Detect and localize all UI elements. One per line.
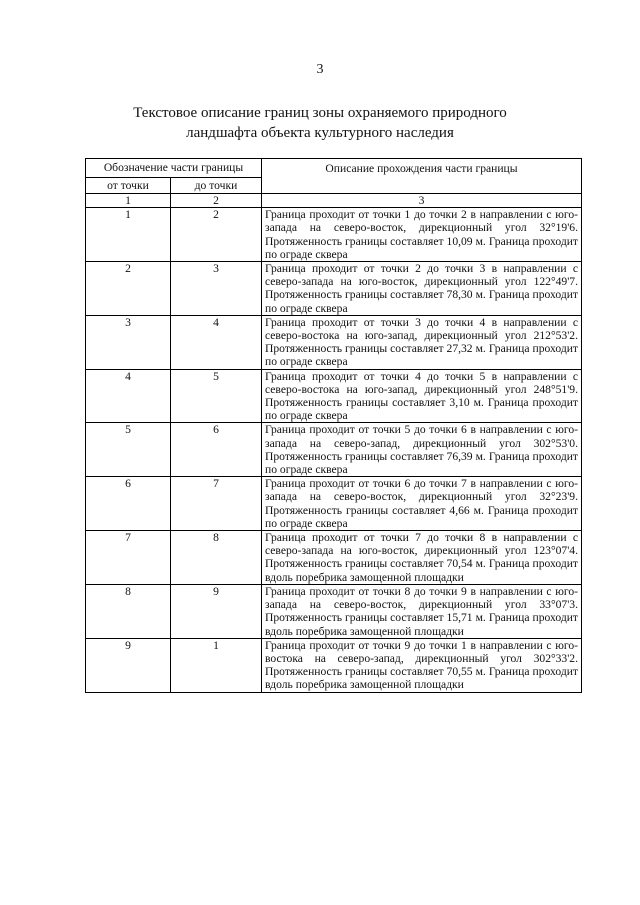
from-point: 5	[86, 423, 171, 477]
table-row	[86, 423, 582, 477]
from-point: 7	[86, 531, 171, 585]
header-boundary-part: Обозначение части границы	[86, 159, 262, 178]
to-point: 5	[171, 369, 262, 423]
to-point: 6	[171, 423, 262, 477]
header-description: Описание прохождения части границы	[262, 159, 582, 194]
to-point: 2	[171, 208, 262, 262]
header-to-point: до точки	[171, 178, 262, 194]
from-point: 2	[86, 262, 171, 316]
boundary-table	[85, 158, 582, 693]
table-row	[86, 369, 582, 423]
title-line-2: ландшафта объекта культурного наследия	[186, 125, 454, 141]
boundary-description: Граница проходит от точки 9 до точки 1 в направлении с юго-востока на северо-запад, дирекционный угол 302°33'2. Протяженность границы составляет 70,55 м. Граница проходит вдоль поребрика замощенной площадки	[262, 638, 582, 692]
boundary-description: Граница проходит от точки 1 до точки 2 в направлении с юго-запада на северо-восток, дирекционный угол 32°19'6. Протяженность границы составляет 10,09 м. Граница проходит по ограде сквера	[262, 208, 582, 262]
column-number-3: 3	[262, 194, 582, 208]
to-point: 9	[171, 584, 262, 638]
boundary-description: Граница проходит от точки 4 до точки 5 в направлении с северо-востока на юго-запад, дирекционный угол 248°51'9. Протяженность границы составляет 3,10 м. Граница проходит по ограде сквера	[262, 369, 582, 423]
column-number-1: 1	[86, 194, 171, 208]
table-row	[86, 315, 582, 369]
table-row	[86, 208, 582, 262]
from-point: 9	[86, 638, 171, 692]
from-point: 1	[86, 208, 171, 262]
to-point: 8	[171, 531, 262, 585]
from-point: 4	[86, 369, 171, 423]
header-from-point: от точки	[86, 178, 171, 194]
to-point: 3	[171, 262, 262, 316]
table-row	[86, 477, 582, 531]
boundary-description: Граница проходит от точки 5 до точки 6 в направлении с юго-запада на северо-запад, дирекционный угол 302°53'0. Протяженность границы составляет 76,39 м. Граница проходит по ограде сквера	[262, 423, 582, 477]
boundary-description: Граница проходит от точки 7 до точки 8 в направлении с северо-запада на юго-восток, дирекционный угол 123°07'4. Протяженность границы составляет 70,54 м. Граница проходит вдоль поребрика замощенной площадки	[262, 531, 582, 585]
boundary-description: Граница проходит от точки 8 до точки 9 в направлении с юго-запада на северо-восток, дирекционный угол 33°07'3. Протяженность границы составляет 15,71 м. Граница проходит вдоль поребрика замощенной площадки	[262, 584, 582, 638]
to-point: 4	[171, 315, 262, 369]
from-point: 8	[86, 584, 171, 638]
boundary-description: Граница проходит от точки 6 до точки 7 в направлении с юго-запада на северо-восток, дирекционный угол 32°23'9. Протяженность границы составляет 4,66 м. Граница проходит по ограде сквера	[262, 477, 582, 531]
page-number: 3	[316, 62, 324, 77]
to-point: 7	[171, 477, 262, 531]
document-title	[0, 103, 640, 143]
to-point: 1	[171, 638, 262, 692]
table-row	[86, 584, 582, 638]
from-point: 3	[86, 315, 171, 369]
from-point: 6	[86, 477, 171, 531]
table-row	[86, 262, 582, 316]
title-line-1: Текстовое описание границ зоны охраняемого природного	[133, 105, 507, 121]
table-row	[86, 638, 582, 692]
table-row	[86, 531, 582, 585]
boundary-description: Граница проходит от точки 3 до точки 4 в направлении с северо-востока на юго-запад, дирекционный угол 212°53'2. Протяженность границы составляет 27,32 м. Граница проходит по ограде сквера	[262, 315, 582, 369]
column-number-2: 2	[171, 194, 262, 208]
boundary-description: Граница проходит от точки 2 до точки 3 в направлении с северо-запада на юго-восток, дирекционный угол 122°49'7. Протяженность границы составляет 78,30 м. Граница проходит по ограде сквера	[262, 262, 582, 316]
